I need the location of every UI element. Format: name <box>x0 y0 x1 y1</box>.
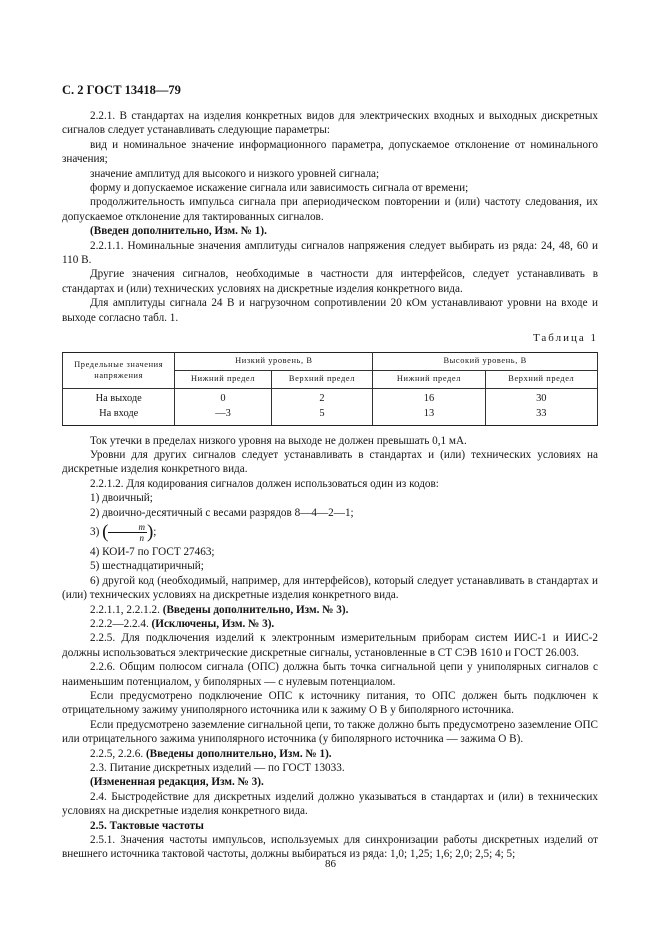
list-number: 3) <box>90 526 100 539</box>
table-cell: 5 <box>271 407 373 426</box>
paragraph-2-2-1-1: 2.2.1.1. Номинальные значения амплитуды сигналов напряжения следует выбирать из ряда: 24, 48, 60 и 110 В. <box>62 239 598 267</box>
paragraph: Другие значения сигналов, необходимые в частности для интерфейсов, следует устанавливать в стандартах и (или) технических условиях на дискретные изделия конкретного вида. <box>62 268 598 295</box>
list-item: продолжительность импульса сигнала при апериодическом повторении и (или) частоту следования, их допускаемое отклонение для тактированных сигналов. <box>62 196 598 223</box>
section-heading: 2.5. Тактовые частоты <box>90 819 204 832</box>
amendment-note: (Введен дополнительно, Изм. № 1). <box>90 225 267 238</box>
list-item: вид и номинальное значение информационного параметра, допускаемое отклонение от номинального значения; <box>62 138 598 166</box>
table-cell: 0 <box>175 388 271 407</box>
paragraph-2-4: 2.4. Быстродействие для дискретных изделий должно указываться в стандартах и (или) в технических условиях на дискретные изделия конкретного вида. <box>62 790 598 818</box>
fraction-denominator: n <box>139 532 144 543</box>
paragraph-2-2-1-2: 2.2.1.2. Для кодирования сигналов должен использоваться один из кодов: <box>90 477 439 490</box>
table-cell: 16 <box>373 388 485 407</box>
list-item: 5) шестнадцатиричный; <box>90 560 204 573</box>
amendment-note: 2.2.5, 2.2.6. (Введены дополнительно, Изм. № 1). <box>90 747 332 760</box>
paragraph: Ток утечки в пределах низкого уровня на выходе не должен превышать 0,1 мА. <box>90 434 467 447</box>
paragraph-2-5-1: 2.5.1. Значения частоты импульсов, используемых для синхронизации работы дискретных изделий от внешнего источника тактовой частоты, должны выбираться из ряда: 1,0; 1,25; 1,6; 2,0; 2,5; 4; 5; <box>62 834 598 861</box>
table-cell: 33 <box>485 407 597 426</box>
table-subheader: Нижний предел <box>373 370 485 388</box>
list-terminator: ; <box>153 526 157 539</box>
table-cell: На выходе <box>63 388 175 407</box>
amendment-note: 2.2.2—2.2.4. (Исключены, Изм. № 3). <box>90 617 275 630</box>
table-group-header-high: Высокий уровень, В <box>373 352 598 370</box>
paragraph: Для амплитуды сигнала 24 В и нагрузочном сопротивлении 20 кОм устанавливают уровни на входе и выходе согласно табл. 1. <box>62 297 598 324</box>
fraction-paren-close: ) <box>146 521 154 543</box>
page-header: С. 2 ГОСТ 13418—79 <box>62 83 181 97</box>
paragraph-2-2-6: 2.2.6. Общим полюсом сигнала (ОПС) должна быть точка сигнальной цепи у униполярных сигналов с наименьшим потенциалом, у биполярных — с нулевым потенциалом. <box>62 661 598 688</box>
table-cell: 13 <box>373 407 485 426</box>
document-body <box>62 109 598 862</box>
table-subheader: Верхний предел <box>485 370 597 388</box>
table-cell: 30 <box>485 388 597 407</box>
fraction <box>108 522 147 543</box>
fraction-numerator: m <box>108 522 147 533</box>
list-item: 4) КОИ-7 по ГОСТ 27463; <box>90 545 215 558</box>
table-caption: Таблица 1 <box>532 332 598 345</box>
list-item-fraction-code <box>62 522 598 543</box>
table-subheader: Нижний предел <box>175 370 271 388</box>
table-row <box>63 388 598 407</box>
list-item: форму и допускаемое искажение сигнала или зависимость сигнала от времени; <box>90 182 469 195</box>
list-item: 1) двоичный; <box>90 492 153 505</box>
table-row <box>63 407 598 426</box>
list-item: значение амплитуд для высокого и низкого уровней сигнала; <box>90 167 380 180</box>
list-item: 2) двоично-десятичный с весами разрядов 8—4—2—1; <box>90 506 354 519</box>
page-number: 86 <box>325 858 336 870</box>
paragraph-2-2-5: 2.2.5. Для подключения изделий к электронным измерительным приборам систем ИИС-1 и ИИС-2 должны использоваться электрические дискретные сигналы, установленные в СТ СЭВ 1610 и ГОСТ 26.003. <box>62 632 598 659</box>
list-item: 6) другой код (необходимый, например, для интерфейсов), который следует устанавливать в стандартах и (или) технических условиях на дискретные изделия конкретного вида. <box>62 574 598 602</box>
table-cell: 2 <box>271 388 373 407</box>
voltage-limits-table <box>62 352 598 426</box>
paragraph: Уровни для других сигналов следует устанавливать в стандартах и (или) технических условиях на дискретные изделия конкретного вида. <box>62 448 598 476</box>
table-subheader: Верхний предел <box>271 370 373 388</box>
table-cell: На входе <box>63 407 175 426</box>
fraction-paren-open: ( <box>102 521 109 543</box>
amendment-note: 2.2.1.1, 2.2.1.2. (Введены дополнительно, Изм. № 3). <box>90 603 349 616</box>
table-cell: —3 <box>175 407 271 426</box>
paragraph: Если предусмотрено подключение ОПС к источнику питания, то ОПС должен быть подключен к отрицательному зажиму униполярного источника или к зажиму О В у биполярного источника. <box>62 690 598 717</box>
table-group-header-low: Низкий уровень, В <box>175 352 373 370</box>
table-corner-header: Предельные значения напряжения <box>63 352 175 388</box>
amendment-note: (Измененная редакция, Изм. № 3). <box>90 776 264 789</box>
paragraph-2-2-1: 2.2.1. В стандартах на изделия конкретных видов для электрических входных и выходных дискретных сигналов следует устанавливать следующие параметры: <box>62 110 598 137</box>
paragraph: Если предусмотрено заземление сигнальной цепи, то также должно быть предусмотрено заземление ОПС или отрицательного зажима униполярного источника (у биполярного источника — зажима О В). <box>62 718 598 746</box>
paragraph-2-3: 2.3. Питание дискретных изделий — по ГОСТ 13033. <box>90 762 345 775</box>
